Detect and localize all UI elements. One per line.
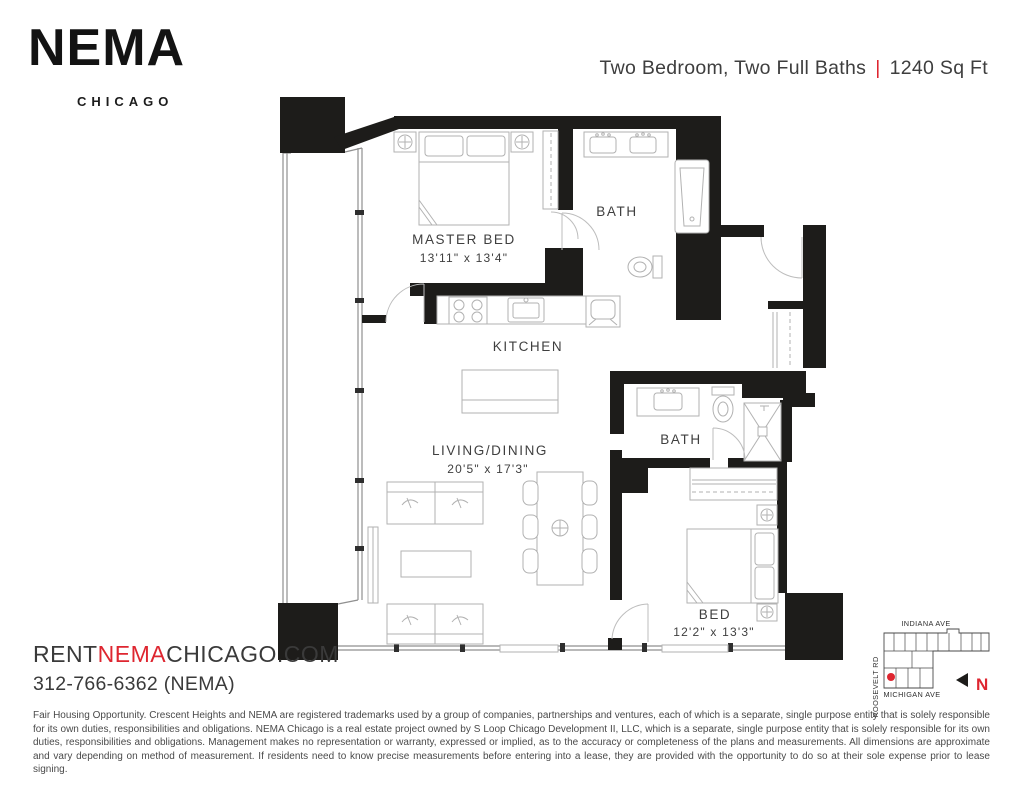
kitchen-fixtures [437, 296, 620, 413]
unit-location-dot [887, 673, 895, 681]
street-roosevelt-label: ROOSEVELT RD [871, 656, 880, 718]
living-dining-furniture [368, 472, 597, 644]
north-label: N [976, 675, 989, 694]
title-separator: | [875, 57, 881, 79]
site-map [871, 619, 989, 718]
website-url [33, 641, 339, 668]
second-bath-label: BATH [660, 432, 702, 447]
second-bath-fixtures [637, 387, 781, 461]
master-bed-furniture [394, 131, 558, 225]
north-arrow-icon [956, 673, 968, 687]
master-bed-dims: 13'11" x 13'4" [419, 251, 509, 265]
website-brand: NEMA [97, 641, 167, 667]
street-michigan-label: MICHIGAN AVE [883, 690, 941, 699]
master-bed-label: MASTER BED [412, 232, 516, 247]
master-bath-label: BATH [596, 204, 638, 219]
living-dining-label: LIVING/DINING [431, 443, 549, 458]
unit-type-label: Two Bedroom, Two Full Baths [599, 57, 867, 79]
nema-logo: NEMA [28, 19, 186, 77]
legal-disclaimer: Fair Housing Opportunity. Crescent Heights and NEMA are registered trademarks used by a group of companies, partnerships and ventures, each of which is a separate, single purpose entity that is solely responsible for its own duties, responsibilities and obligations. NEMA Chicago is a real estate project owned by S Loop Chicago Development II, LLC, which is a separate, single purpose entity that is solely responsible for its own duties, responsibilities and obligations. Management makes no representation or warranty, expressed or implied, as to the accuracy or completeness of the plans and measurements. All dimensions are approximate and vary depending on method of measurement. If residents need to know precise measurements before entering into a lease, they are provided with the opportunity to do so at their sole expense prior to lease signing. [33, 710, 990, 775]
living-dining-dims: 20'5" x 17'3" [447, 462, 529, 476]
phone-number: 312-766-6362 (NEMA) [33, 673, 235, 695]
website-suffix: CHICAGO.COM [166, 641, 339, 667]
website-prefix: RENT [33, 641, 98, 667]
logo-city-label: CHICAGO [77, 94, 174, 109]
street-indiana-label: INDIANA AVE [901, 619, 951, 628]
bedroom-furniture [687, 468, 778, 621]
kitchen-label: KITCHEN [492, 339, 564, 354]
unit-area-label: 1240 Sq Ft [889, 57, 988, 79]
bed-dims: 12'2" x 13'3" [673, 625, 755, 639]
bed-label: BED [698, 607, 732, 622]
